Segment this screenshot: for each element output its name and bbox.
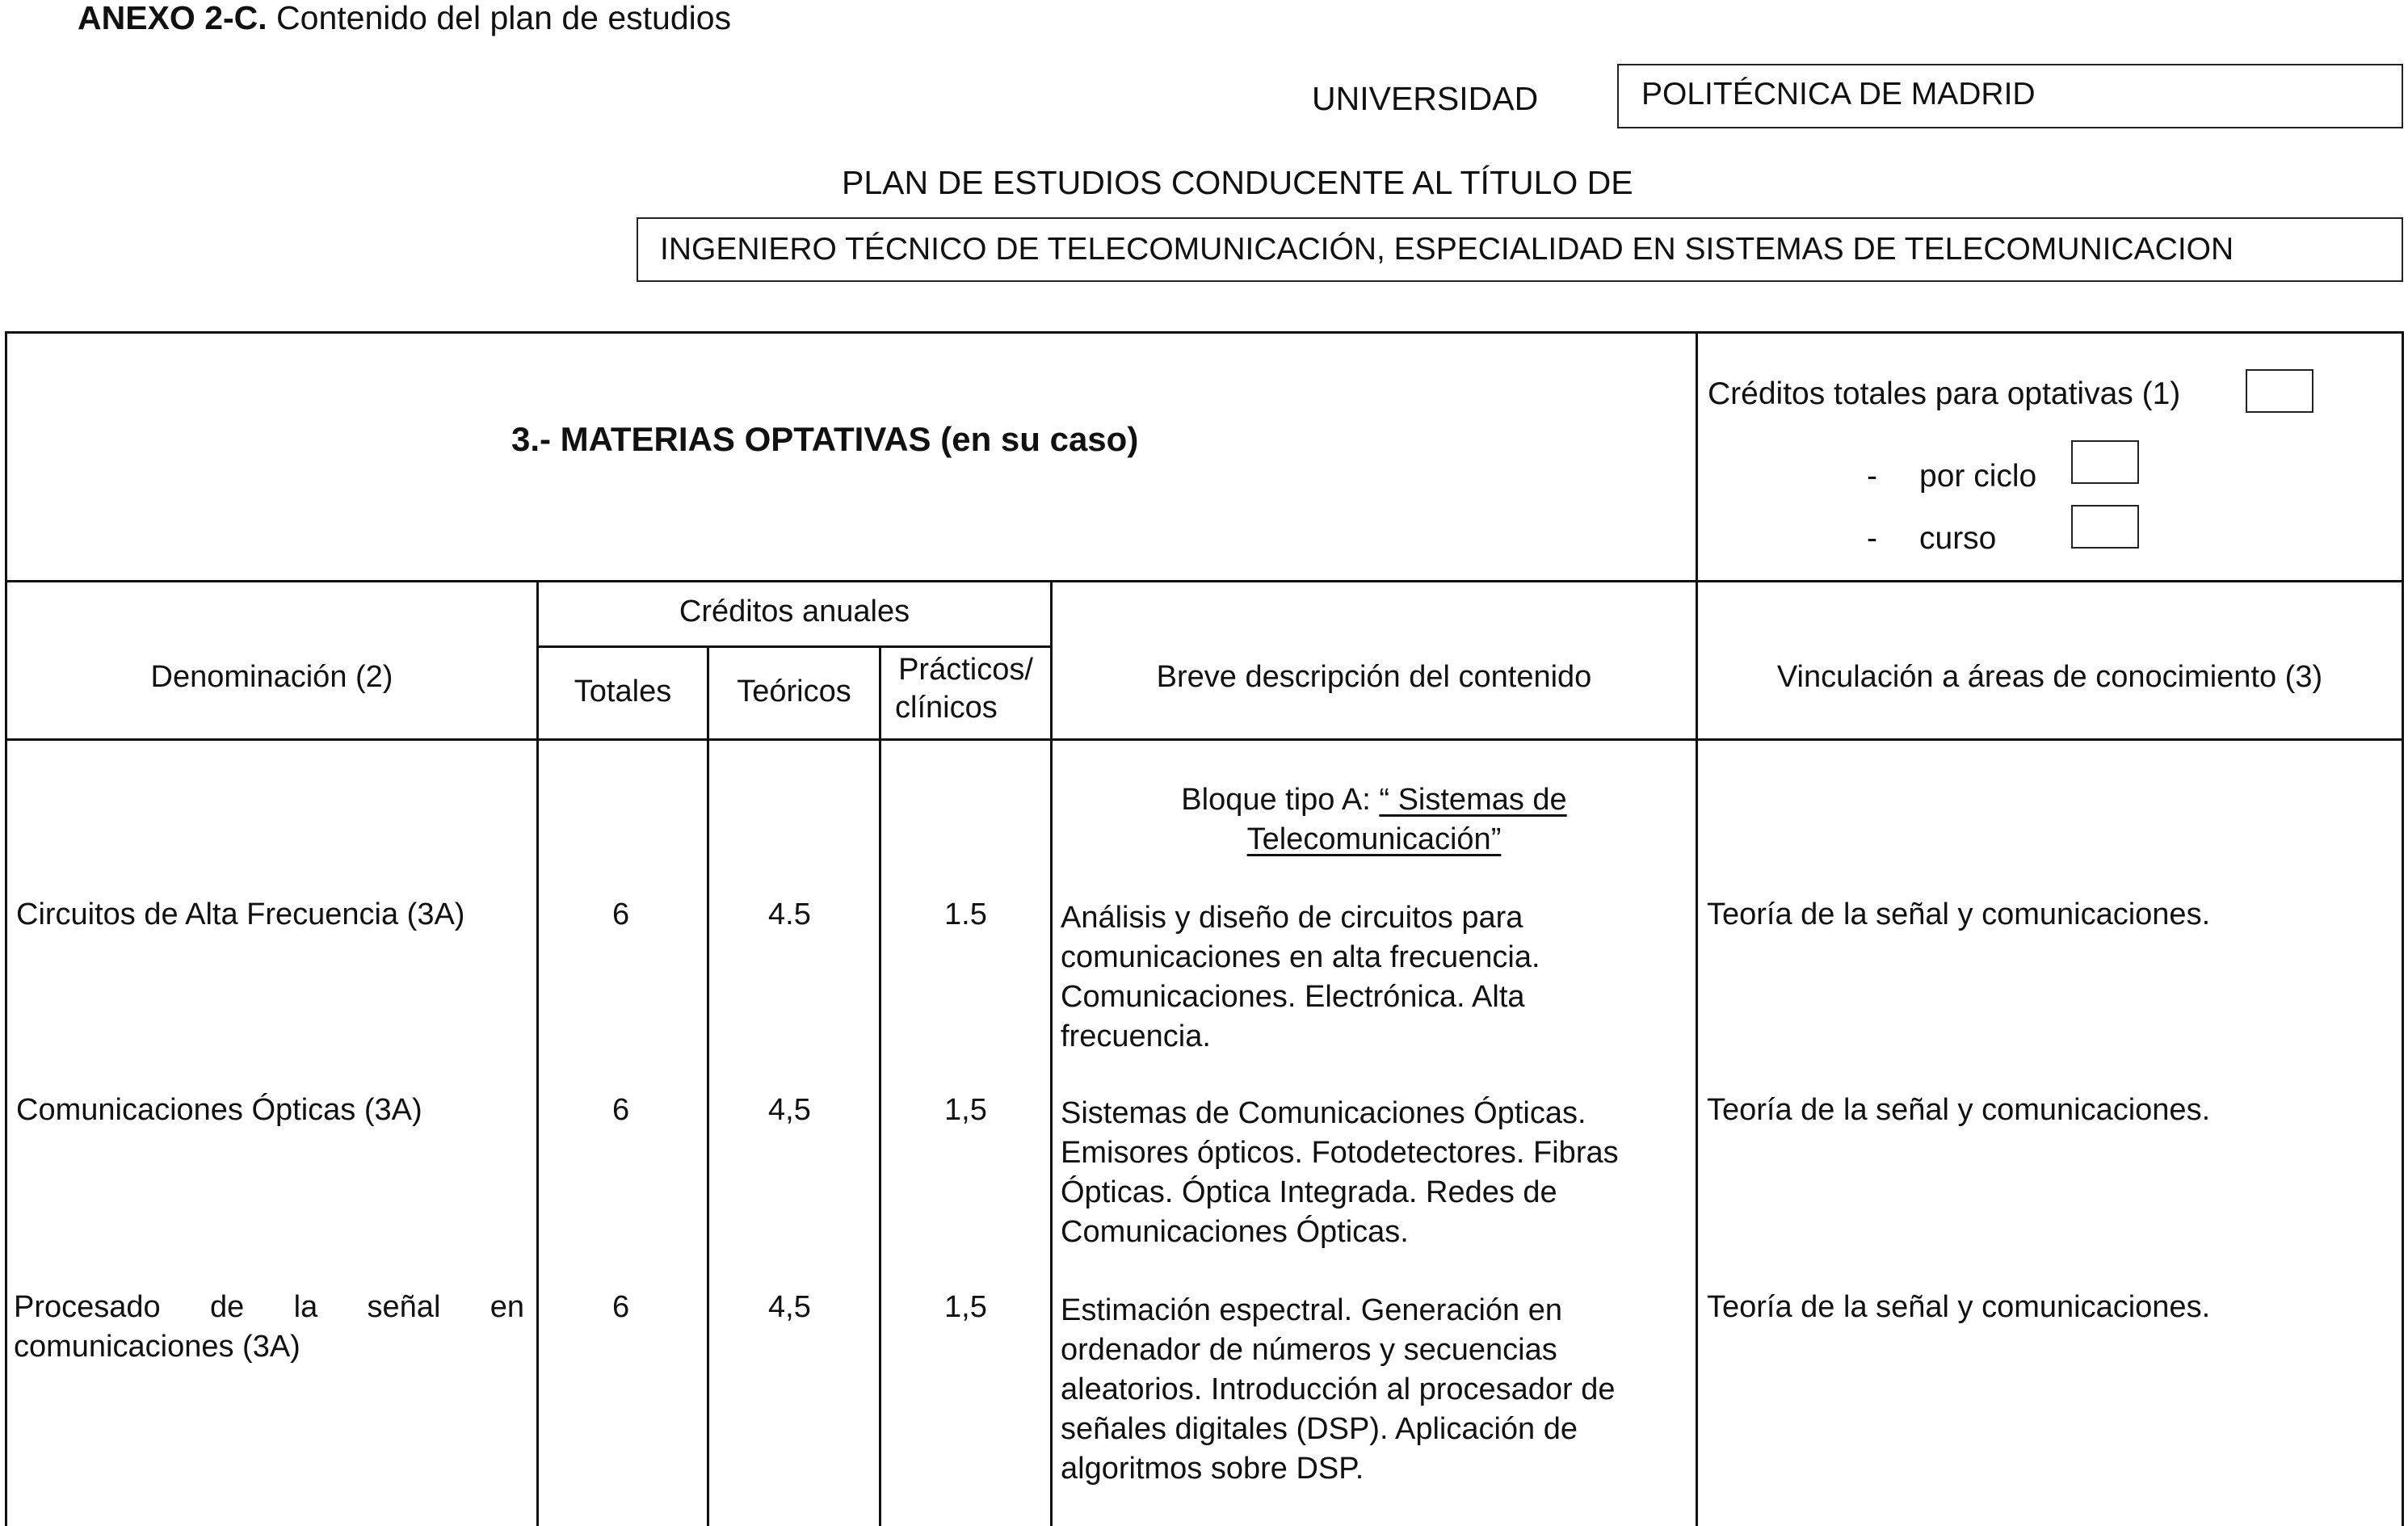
row-3-practice: 1,5	[944, 1290, 987, 1324]
col-divider-2	[707, 645, 709, 1526]
header-practicos-line-2: clínicos	[895, 691, 998, 725]
block-label-line-2	[1053, 820, 1696, 860]
row-1-area: Teoría de la señal y comunicaciones.	[1707, 898, 2211, 931]
block-label-line-1	[1053, 780, 1696, 820]
university-value: POLITÉCNICA DE MADRID	[1641, 77, 2036, 111]
col-divider-1	[536, 580, 539, 1526]
col-divider-3	[879, 645, 881, 1526]
annex-label: ANEXO 2-C.	[78, 0, 267, 36]
header-practicos	[881, 651, 1050, 727]
degree-field	[637, 217, 2403, 282]
course-label: curso	[1919, 521, 1997, 556]
row-3-total: 6	[612, 1290, 630, 1324]
university-field	[1617, 64, 2403, 128]
section-title: 3.- MATERIAS OPTATIVAS (en su caso)	[511, 420, 1139, 458]
table-divider-credits	[536, 645, 1053, 648]
row-3-name	[14, 1288, 524, 1367]
row-1-name: Circuitos de Alta Frecuencia (3A)	[16, 898, 465, 931]
row-2-theory: 4,5	[768, 1093, 811, 1127]
table-divider-header-top	[5, 580, 2404, 582]
header-denominacion: Denominación (2)	[150, 660, 393, 694]
per-cycle-box[interactable]	[2071, 440, 2139, 484]
col-divider-4	[1050, 580, 1053, 1526]
row-1-description: Análisis y diseño de circuitos para comunicaciones en alta frecuencia. Comunicaciones. Electrónica. Alta frecuencia.	[1061, 901, 1540, 1053]
header-teoricos: Teóricos	[737, 675, 851, 708]
block-name-2: Telecomunicación”	[1246, 822, 1502, 856]
table-border-left	[5, 331, 7, 1526]
col-divider-5	[1696, 331, 1698, 1526]
row-3-area: Teoría de la señal y comunicaciones.	[1707, 1290, 2211, 1324]
row-1-total: 6	[612, 898, 630, 931]
plan-label: PLAN DE ESTUDIOS CONDUCENTE AL TÍTULO DE	[842, 164, 1633, 201]
university-label: UNIVERSIDAD	[1312, 80, 1539, 117]
row-3-name-line-2: comunicaciones (3A)	[14, 1330, 300, 1364]
block-name-1: “ Sistemas de	[1379, 783, 1567, 817]
per-cycle-label: por ciclo	[1919, 459, 2037, 494]
header-practicos-line-1: Prácticos/	[898, 653, 1033, 687]
row-3-name-line-1: Procesado de la señal en	[14, 1290, 524, 1324]
row-3-description: Estimación espectral. Generación en ordenador de números y secuencias aleatorios. Introducción al procesador de señales digitales (DSP). Aplicación de algoritmos sobre DSP.	[1061, 1293, 1616, 1486]
header-descripcion: Breve descripción del contenido	[1156, 660, 1592, 694]
degree-value: INGENIERO TÉCNICO DE TELECOMUNICACIÓN, ESPECIALIDAD EN SISTEMAS DE TELECOMUNICACION	[660, 232, 2234, 267]
row-2-practice: 1,5	[944, 1093, 987, 1127]
row-2-area: Teoría de la señal y comunicaciones.	[1707, 1093, 2211, 1127]
row-1-theory: 4.5	[768, 898, 811, 931]
header-totales: Totales	[574, 675, 672, 708]
table-divider-body-top	[5, 738, 2404, 741]
table-border-right	[2402, 331, 2404, 1526]
credits-total-box[interactable]	[2246, 369, 2313, 413]
block-prefix: Bloque tipo A:	[1181, 783, 1380, 817]
row-2-name: Comunicaciones Ópticas (3A)	[16, 1093, 422, 1127]
per-cycle-dash: -	[1867, 459, 1877, 494]
row-2-total: 6	[612, 1093, 630, 1127]
course-dash: -	[1867, 521, 1877, 556]
table-border-top	[5, 331, 2404, 334]
annex-description: Contenido del plan de estudios	[267, 0, 732, 36]
course-box[interactable]	[2071, 505, 2139, 549]
annex-title	[78, 0, 731, 37]
row-2-description: Sistemas de Comunicaciones Ópticas. Emisores ópticos. Fotodetectores. Fibras Ópticas. Óptica Integrada. Redes de Comunicaciones Ópticas.	[1061, 1096, 1619, 1249]
row-1-practice: 1.5	[944, 898, 987, 931]
block-label	[1053, 780, 1696, 860]
row-3-theory: 4,5	[768, 1290, 811, 1324]
credits-total-label: Créditos totales para optativas (1)	[1708, 376, 2181, 411]
header-creditos-anuales: Créditos anuales	[679, 595, 910, 628]
header-vinculacion: Vinculación a áreas de conocimiento (3)	[1776, 660, 2323, 694]
